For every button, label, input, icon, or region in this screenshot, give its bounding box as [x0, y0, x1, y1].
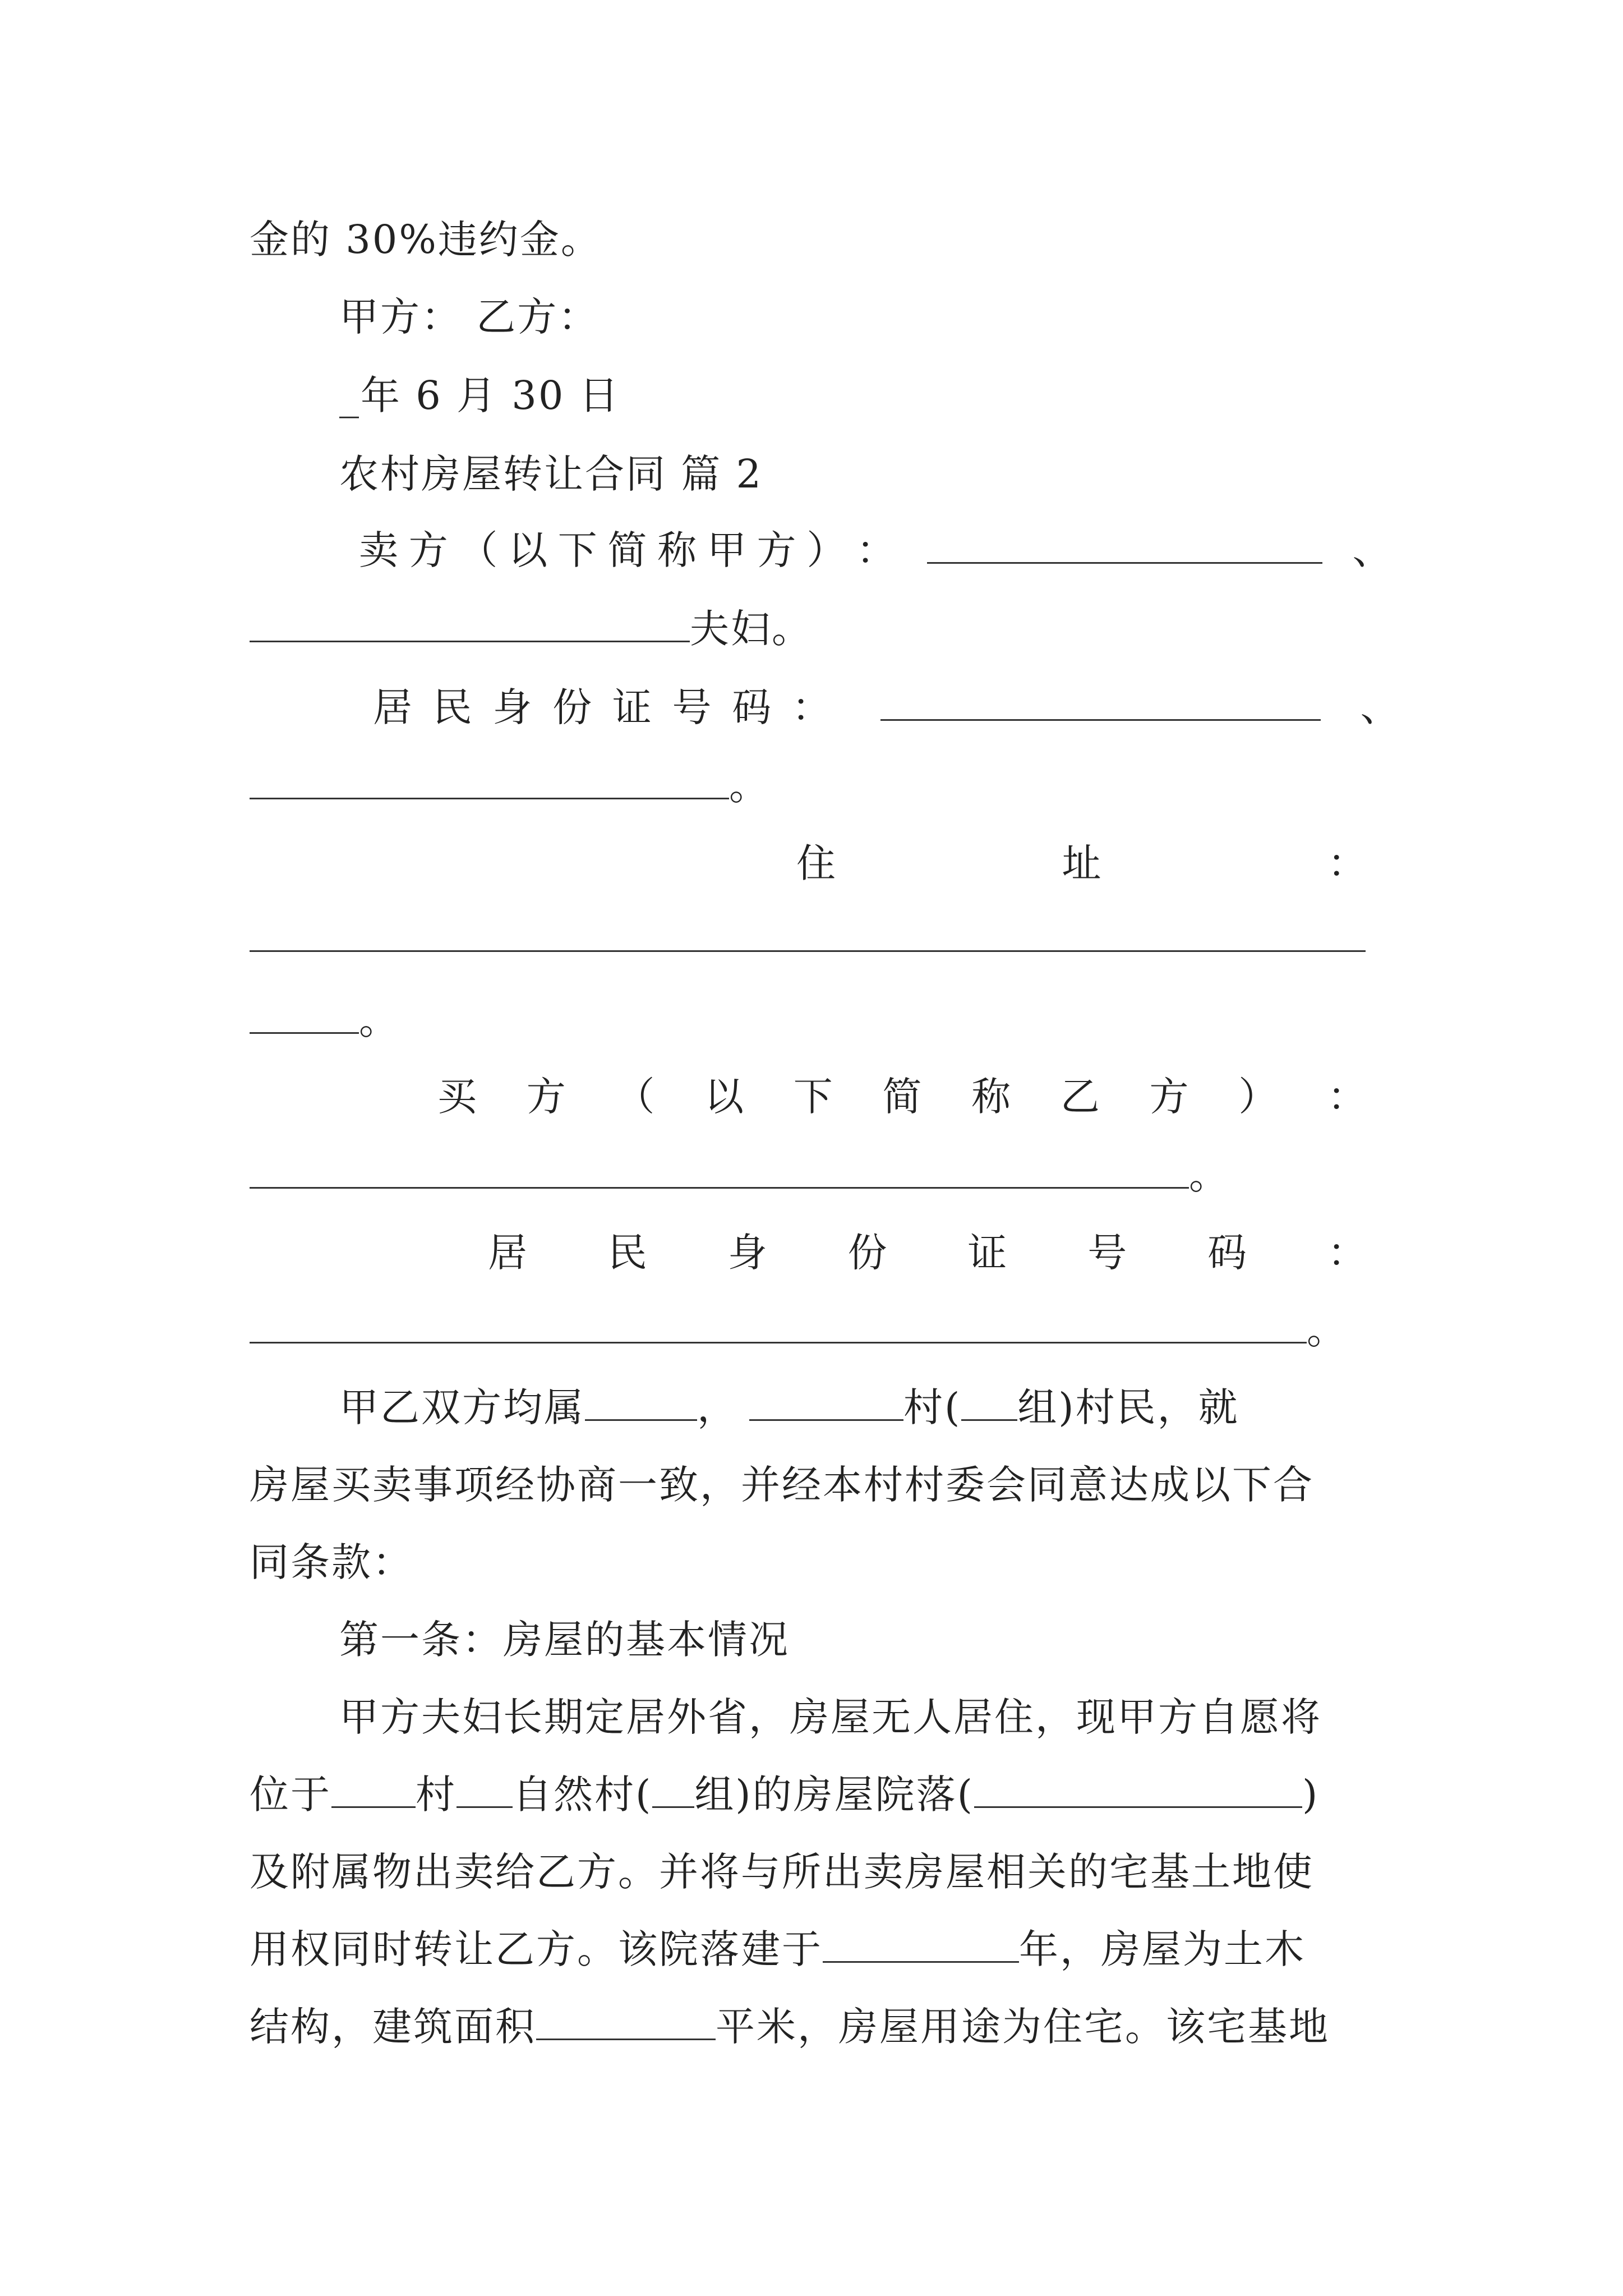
- buyer-name-blank: [250, 1147, 1189, 1189]
- area-blank: [536, 1998, 716, 2040]
- natural-village-blank: [457, 1766, 513, 1808]
- group-blank: [961, 1379, 1017, 1421]
- location-line: 位于 村 自然村( 组)的房屋院落( ): [250, 1764, 1388, 1825]
- section-heading: 农村房屋转让合同 篇 2: [339, 451, 763, 497]
- seller-id-blank-2: [250, 757, 729, 799]
- buyer-id-line: [488, 1222, 1368, 1283]
- address-label: 住 址 ：: [796, 840, 1368, 886]
- seller-spouse-blank: [250, 600, 690, 642]
- text-line: 及附属物出卖给乙方。并将与所出卖房屋相关的宅基土地使: [250, 1849, 1314, 1895]
- address-blank: [250, 950, 1366, 952]
- location-village-blank: [331, 1766, 416, 1808]
- address-blank-2: [250, 992, 359, 1034]
- buyer-line: [437, 1066, 1368, 1128]
- seller-label: 卖 方 （ 以 下 简 称 甲 方 ） ：: [359, 527, 897, 573]
- date-line: _年 6 月 30 日: [339, 372, 620, 418]
- buyer-label: 买 方 （ 以 下 简 称 乙 方 ） ：: [437, 1074, 1368, 1120]
- article-heading: 第一条：房屋的基本情况: [339, 1617, 790, 1663]
- signature-parties-line: 甲方： 乙方：: [339, 294, 600, 340]
- address-line-2: 。: [250, 990, 1388, 1051]
- seller-id-label: 居 民 身 份 证 号 码 ：: [373, 684, 833, 730]
- text-line: 同条款：: [250, 1539, 413, 1585]
- location-group-blank: [652, 1766, 694, 1808]
- build-year-blank: [823, 1921, 1019, 1963]
- courtyard-blank: [974, 1766, 1302, 1808]
- seller-name-blank: [927, 522, 1322, 564]
- buyer-id-line-2: 。: [250, 1299, 1388, 1361]
- buyer-id-blank: [250, 1301, 1307, 1343]
- town-blank: [585, 1379, 697, 1421]
- seller-id-line-2: 。: [250, 755, 1388, 817]
- seller-id-blank: [880, 679, 1321, 721]
- buyer-name-line: 。: [250, 1144, 1388, 1206]
- text-line: 房屋买卖事项经协商一致，并经本村村委会同意达成以下合: [250, 1462, 1314, 1508]
- seller-id-line: 居 民 身 份 证 号 码 ： 、: [373, 677, 1366, 738]
- seller-line: 卖 方 （ 以 下 简 称 甲 方 ） ： 、: [359, 519, 1366, 581]
- text-line: 金的 30%违约金。: [250, 217, 602, 263]
- buyer-id-label: 居 民 身 份 证 号 码 ：: [488, 1230, 1368, 1276]
- village-blank: [749, 1379, 903, 1421]
- address-line: [796, 832, 1368, 894]
- village-line: 甲乙双方均属 ， 村( 组)村民，就: [339, 1377, 1478, 1438]
- text-line: 甲方夫妇长期定居外省，房屋无人居住，现甲方自愿将: [339, 1694, 1322, 1740]
- area-line: 结构，建筑面积 平米，房屋用途为住宅。该宅基地: [250, 1996, 1388, 2058]
- construction-year-line: 用权同时转让乙方。该院落建于 年，房屋为土木: [250, 1918, 1388, 1980]
- seller-couple-line: 夫妇。: [250, 598, 1388, 660]
